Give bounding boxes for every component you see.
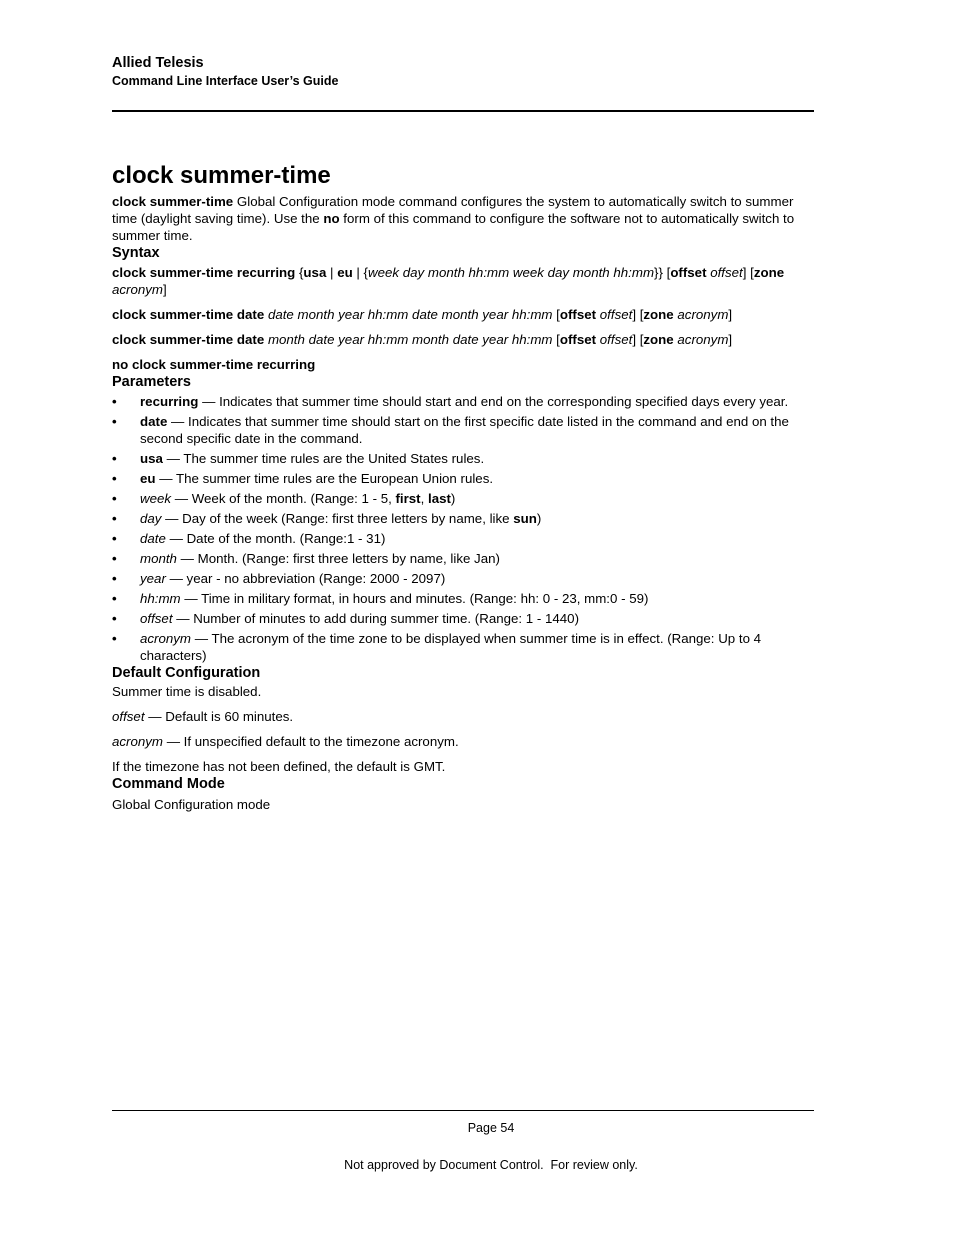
command-mode-heading: Command Mode [112,776,225,792]
syntax-line-no-form [112,356,814,373]
syntax-heading: Syntax [112,245,160,261]
syntax-line-date-1 [112,306,814,323]
list-item [112,530,814,547]
syntax-arg-acronym: acronym [112,282,163,297]
bullet: • [112,511,117,526]
param-desc: — Indicates that summer time should start and end on the corresponding specified days every year. [198,394,789,409]
intro-text-1: Global Configuration mode command configures the system to automatically switch to summer time (daylight saving time). Use the [112,194,794,226]
bullet: • [112,471,117,486]
list-item [112,393,814,410]
syntax-punct: ] [ [742,265,754,280]
header-guide-title: Command Line Interface User’s Guide [112,74,339,88]
intro-command: clock summer-time [112,194,234,209]
bullet: • [112,451,117,466]
param-term: offset [140,611,173,626]
default-text: — If unspecified default to the timezone acronym. [163,734,459,749]
syntax-keyword-usa: usa [303,265,327,280]
param-keyword-sun: sun [513,511,537,526]
bullet: • [112,491,117,506]
page-number: Page 54 [467,1121,515,1135]
list-item [112,550,814,567]
param-desc: ) [450,491,456,506]
param-desc: — The acronym of the time zone to be displayed when summer time is in effect. (Range: Up to 4 characters) [140,631,762,663]
syntax-arg-offset: offset [599,307,633,322]
list-item [112,470,814,487]
default-line-acronym [112,733,814,750]
param-term: month [140,551,177,566]
list-item [112,510,814,527]
syntax-punct: ] [163,282,167,297]
syntax-arg-offset: offset [710,265,743,280]
syntax-args: month date year hh:mm month date year hh:mm [267,332,553,347]
syntax-punct: ] [ [632,332,644,347]
param-term: recurring [140,394,199,409]
syntax-keyword-zone: zone [753,265,785,280]
document-body [112,160,814,813]
page-title: clock summer-time [112,162,331,189]
param-desc: ) [536,511,542,526]
syntax-punct: { [295,265,304,280]
list-item [112,590,814,607]
bullet: • [112,414,117,429]
syntax-cmd: clock summer-time date [112,307,265,322]
syntax-args: date month year hh:mm date month year hh:mm [267,307,553,322]
param-term: year [140,571,166,586]
syntax-cmd: clock summer-time recurring [112,265,296,280]
default-term: offset [112,709,145,724]
syntax-keyword-zone: zone [643,332,674,347]
default-term: acronym [112,734,163,749]
param-desc: — year - no abbreviation (Range: 2000 - 2097) [165,571,446,586]
parameters-list [112,393,814,664]
syntax-arg-acronym: acronym [677,332,729,347]
list-item [112,450,814,467]
list-item [112,490,814,507]
param-term: day [140,511,162,526]
syntax-punct: }} [ [654,265,671,280]
param-desc: — The summer time rules are the European Union rules. [155,471,494,486]
param-term: hh:mm [140,591,181,606]
bullet: • [112,394,117,409]
syntax-keyword-offset: offset [559,332,597,347]
param-term: week [140,491,172,506]
command-mode-text: Global Configuration mode [112,797,271,812]
param-desc: , [420,491,428,506]
syntax-cmd: clock summer-time date [112,332,265,347]
bullet: • [112,531,117,546]
default-line-disabled: Summer time is disabled. [112,684,262,699]
param-desc: — Day of the week (Range: first three letters by name, like [161,511,514,526]
bullet: • [112,591,117,606]
bullet: • [112,611,117,626]
bullet: • [112,571,117,586]
syntax-cmd: no clock summer-time recurring [112,357,316,372]
syntax-args: week day month hh:mm week day month hh:mm [368,265,655,280]
intro-no-keyword: no [323,211,340,226]
bullet: • [112,551,117,566]
intro-text-2: form of this command to configure the software not to automatically switch to summer time. [112,211,795,243]
syntax-punct: ] [ [632,307,644,322]
default-config-heading: Default Configuration [112,665,261,681]
syntax-keyword-eu: eu [337,265,353,280]
param-keyword-last: last [428,491,451,506]
param-desc: — Time in military format, in hours and minutes. (Range: hh: 0 - 23, mm:0 - 59) [180,591,649,606]
default-line-offset [112,708,814,725]
list-item [112,413,814,447]
param-desc: — Number of minutes to add during summer time. (Range: 1 - 1440) [172,611,580,626]
param-term: acronym [140,631,191,646]
syntax-line-date-2 [112,331,814,348]
param-term: usa [140,451,163,466]
param-desc: — Week of the month. (Range: 1 - 5, [171,491,396,506]
param-term: eu [140,471,156,486]
param-desc: — Month. (Range: first three letters by name, like Jan) [176,551,500,566]
syntax-arg-acronym: acronym [677,307,729,322]
param-desc: — Date of the month. (Range:1 - 31) [165,531,386,546]
syntax-keyword-offset: offset [670,265,707,280]
default-line-gmt: If the timezone has not been defined, the default is GMT. [112,759,446,774]
syntax-keyword-offset: offset [559,307,597,322]
footer-rule [112,1110,814,1111]
intro-paragraph [112,193,814,244]
syntax-punct: | { [352,265,369,280]
bullet: • [112,631,117,646]
param-keyword-first: first [395,491,421,506]
header-rule [112,110,814,112]
syntax-keyword-zone: zone [643,307,674,322]
parameters-heading: Parameters [112,374,191,390]
syntax-punct: | [326,265,338,280]
review-notice: Not approved by Document Control. For review only. [344,1158,638,1172]
list-item [112,610,814,627]
syntax-punct: ] [728,307,733,322]
syntax-punct: [ [552,307,560,322]
list-item [112,630,814,664]
param-desc: — Indicates that summer time should start on the first specific date listed in the command and end on the second specific date in the command. [140,414,789,446]
syntax-line-recurring [112,264,814,298]
default-text: — Default is 60 minutes. [144,709,294,724]
syntax-arg-offset: offset [599,332,633,347]
syntax-punct: [ [552,332,560,347]
param-desc: — The summer time rules are the United States rules. [162,451,485,466]
param-term: date [140,531,166,546]
header-company: Allied Telesis [112,55,204,71]
syntax-punct: ] [728,332,733,347]
list-item [112,570,814,587]
param-term: date [140,414,168,429]
